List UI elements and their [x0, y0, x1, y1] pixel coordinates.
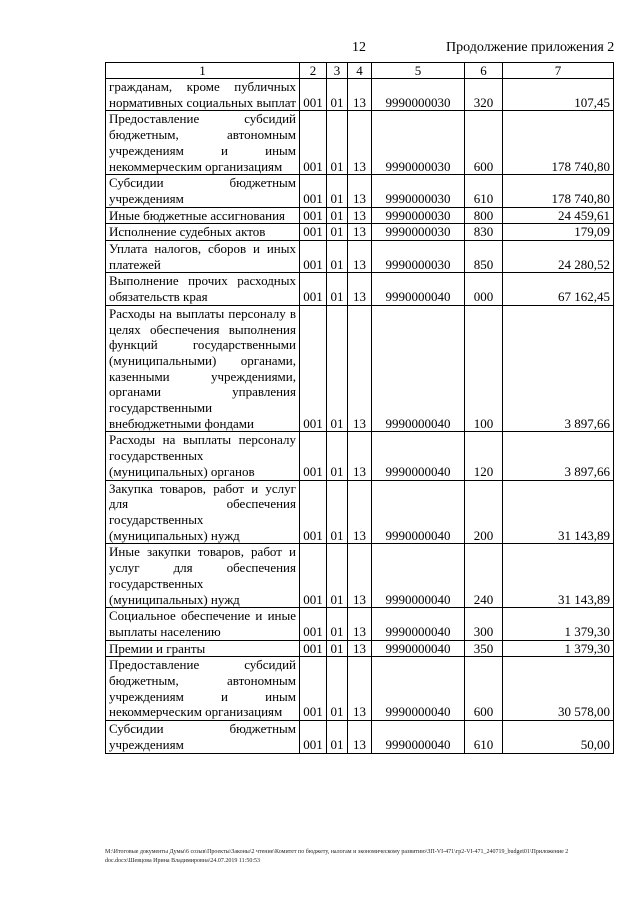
row-code-3: 01 — [327, 207, 348, 224]
row-code-4: 13 — [348, 224, 372, 241]
row-code-3: 01 — [327, 224, 348, 241]
row-code-4: 13 — [348, 640, 372, 657]
table-row — [106, 79, 614, 111]
row-code-5: 9990000040 — [372, 657, 465, 721]
header-row — [106, 63, 614, 79]
table-row — [106, 432, 614, 480]
row-name: Социальное обеспечение и иные выплаты населению — [106, 608, 300, 640]
row-name: Предоставление субсидий бюджетным, автономным учреждениям и иным некоммерческим организациям — [106, 657, 300, 721]
row-code-3: 01 — [327, 111, 348, 175]
row-amount: 30 578,00 — [503, 657, 614, 721]
row-code-4: 13 — [348, 480, 372, 544]
row-amount: 178 740,80 — [503, 111, 614, 175]
row-code-4: 13 — [348, 175, 372, 207]
row-amount: 3 897,66 — [503, 305, 614, 432]
row-code-4: 13 — [348, 721, 372, 753]
row-code-3: 01 — [327, 640, 348, 657]
row-code-6: 600 — [465, 657, 503, 721]
row-code-3: 01 — [327, 273, 348, 305]
row-code-3: 01 — [327, 305, 348, 432]
row-amount: 1 379,30 — [503, 640, 614, 657]
column-header-6: 6 — [465, 63, 503, 79]
table-row — [106, 608, 614, 640]
column-header-5: 5 — [372, 63, 465, 79]
row-code-4: 13 — [348, 207, 372, 224]
table-row — [106, 305, 614, 432]
row-name: гражданам, кроме публичных нормативных социальных выплат — [106, 79, 300, 111]
row-code-4: 13 — [348, 241, 372, 273]
row-code-5: 9990000040 — [372, 640, 465, 657]
row-code-4: 13 — [348, 608, 372, 640]
row-code-6: 240 — [465, 544, 503, 608]
row-code-3: 01 — [327, 608, 348, 640]
row-code-5: 9990000030 — [372, 79, 465, 111]
row-code-2: 001 — [300, 224, 327, 241]
row-code-6: 100 — [465, 305, 503, 432]
row-code-6: 300 — [465, 608, 503, 640]
table-row — [106, 241, 614, 273]
row-code-2: 001 — [300, 608, 327, 640]
row-code-2: 001 — [300, 175, 327, 207]
table-row — [106, 640, 614, 657]
row-amount: 31 143,89 — [503, 544, 614, 608]
table-row — [106, 657, 614, 721]
row-amount: 67 162,45 — [503, 273, 614, 305]
row-name: Закупка товаров, работ и услуг для обеспечения государственных (муниципальных) нужд — [106, 480, 300, 544]
row-code-6: 320 — [465, 79, 503, 111]
continuation-title: Продолжение приложения 2 — [446, 40, 615, 55]
row-name: Субсидии бюджетным учреждениям — [106, 175, 300, 207]
row-code-6: 120 — [465, 432, 503, 480]
row-code-2: 001 — [300, 79, 327, 111]
document-path-footer: М:\Итоговые документы Думы\6 созыв\Проекты\Законы\2 чтение\Комитет по бюджету, налогам и экономическому развитию\ЗП-VI-471\гр2-VI-471_240719_budget01\Приложение 2 doc.docx\Шевцова Ирина Владимировна\24.07.2019 11:50:53 — [105, 849, 569, 864]
row-code-5: 9990000030 — [372, 224, 465, 241]
row-name: Иные бюджетные ассигнования — [106, 207, 300, 224]
row-name: Выполнение прочих расходных обязательств края — [106, 273, 300, 305]
row-code-4: 13 — [348, 273, 372, 305]
row-code-5: 9990000040 — [372, 273, 465, 305]
row-code-3: 01 — [327, 657, 348, 721]
row-code-4: 13 — [348, 432, 372, 480]
row-code-3: 01 — [327, 721, 348, 753]
row-code-6: 600 — [465, 111, 503, 175]
row-code-6: 830 — [465, 224, 503, 241]
table-row — [106, 111, 614, 175]
column-header-7: 7 — [503, 63, 614, 79]
row-code-5: 9990000040 — [372, 721, 465, 753]
row-code-4: 13 — [348, 544, 372, 608]
row-name: Субсидии бюджетным учреждениям — [106, 721, 300, 753]
row-code-5: 9990000040 — [372, 305, 465, 432]
row-code-5: 9990000040 — [372, 544, 465, 608]
column-header-2: 2 — [300, 63, 327, 79]
row-code-6: 350 — [465, 640, 503, 657]
row-code-4: 13 — [348, 111, 372, 175]
column-header-1: 1 — [106, 63, 300, 79]
row-name: Расходы на выплаты персоналу в целях обеспечения выполнения функций государственными (муниципальными) органами, казенными учреждениями, органами управления государственными внебюджетными фондами — [106, 305, 300, 432]
row-amount: 24 459,61 — [503, 207, 614, 224]
row-code-2: 001 — [300, 544, 327, 608]
row-amount: 50,00 — [503, 721, 614, 753]
row-code-2: 001 — [300, 305, 327, 432]
row-code-2: 001 — [300, 640, 327, 657]
row-name: Премии и гранты — [106, 640, 300, 657]
table-row — [106, 273, 614, 305]
row-code-2: 001 — [300, 721, 327, 753]
row-code-6: 850 — [465, 241, 503, 273]
table-row — [106, 224, 614, 241]
budget-table — [105, 62, 614, 754]
table-row — [106, 480, 614, 544]
row-amount: 1 379,30 — [503, 608, 614, 640]
row-code-4: 13 — [348, 79, 372, 111]
row-code-2: 001 — [300, 432, 327, 480]
row-name: Расходы на выплаты персоналу государственных (муниципальных) органов — [106, 432, 300, 480]
row-code-3: 01 — [327, 79, 348, 111]
row-code-2: 001 — [300, 657, 327, 721]
column-header-3: 3 — [327, 63, 348, 79]
row-name: Уплата налогов, сборов и иных платежей — [106, 241, 300, 273]
table-row — [106, 207, 614, 224]
row-code-3: 01 — [327, 241, 348, 273]
row-name: Предоставление субсидий бюджетным, автономным учреждениям и иным некоммерческим организациям — [106, 111, 300, 175]
row-code-3: 01 — [327, 480, 348, 544]
row-code-2: 001 — [300, 273, 327, 305]
row-code-4: 13 — [348, 657, 372, 721]
row-amount: 3 897,66 — [503, 432, 614, 480]
row-code-6: 200 — [465, 480, 503, 544]
row-code-2: 001 — [300, 241, 327, 273]
row-code-5: 9990000040 — [372, 480, 465, 544]
row-amount: 179,09 — [503, 224, 614, 241]
row-code-5: 9990000030 — [372, 241, 465, 273]
row-code-2: 001 — [300, 111, 327, 175]
row-amount: 107,45 — [503, 79, 614, 111]
row-code-6: 000 — [465, 273, 503, 305]
row-code-5: 9990000040 — [372, 432, 465, 480]
row-code-5: 9990000030 — [372, 111, 465, 175]
row-code-2: 001 — [300, 480, 327, 544]
row-code-5: 9990000030 — [372, 207, 465, 224]
row-code-3: 01 — [327, 432, 348, 480]
table-row — [106, 175, 614, 207]
table-row — [106, 544, 614, 608]
row-code-2: 001 — [300, 207, 327, 224]
row-amount: 31 143,89 — [503, 480, 614, 544]
row-code-6: 610 — [465, 175, 503, 207]
row-code-6: 800 — [465, 207, 503, 224]
row-code-5: 9990000040 — [372, 608, 465, 640]
row-code-6: 610 — [465, 721, 503, 753]
row-code-5: 9990000030 — [372, 175, 465, 207]
row-code-3: 01 — [327, 544, 348, 608]
row-code-3: 01 — [327, 175, 348, 207]
row-name: Исполнение судебных актов — [106, 224, 300, 241]
table-row — [106, 721, 614, 753]
row-amount: 178 740,80 — [503, 175, 614, 207]
column-header-4: 4 — [348, 63, 372, 79]
row-amount: 24 280,52 — [503, 241, 614, 273]
row-code-4: 13 — [348, 305, 372, 432]
row-name: Иные закупки товаров, работ и услуг для обеспечения государственных (муниципальных) нужд — [106, 544, 300, 608]
page-number: 12 — [352, 40, 366, 55]
